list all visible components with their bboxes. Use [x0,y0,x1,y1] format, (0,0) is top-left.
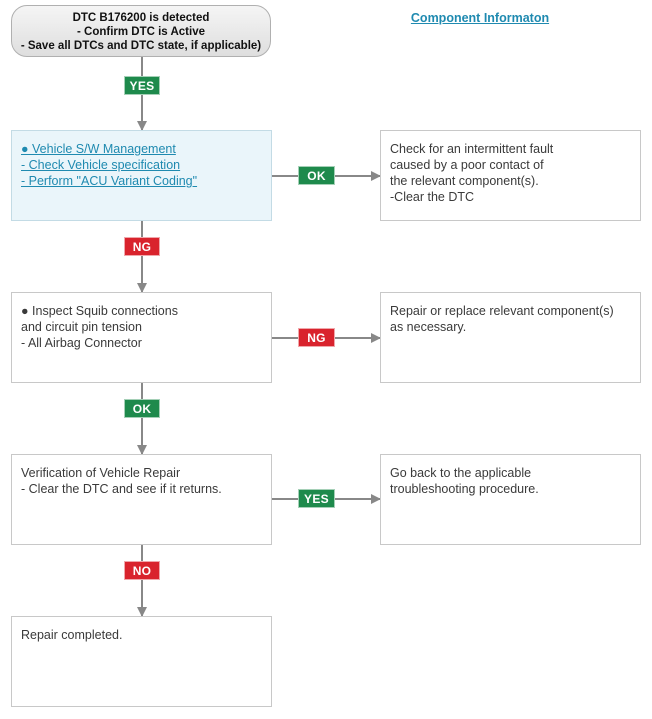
start-line-3: - Save all DTCs and DTC state, if applicable) [20,40,262,52]
step1-ok-line-4: -Clear the DTC [390,190,475,204]
step2-line-1: ● Inspect Squib connections [21,304,178,318]
step2-ok-tag: OK [124,399,160,418]
step1-ok-line-3: the relevant component(s). [390,174,539,188]
step2-ng-line-2: as necessary. [390,320,467,334]
vehicle-sw-management-link[interactable]: ● Vehicle S/W Management [21,142,176,156]
step1-ok-box [380,130,641,221]
step3-yes-line-2: troubleshooting procedure. [390,482,539,496]
step3-yes-box [380,454,641,545]
step3-yes-line-1: Go back to the applicable [390,466,532,480]
step2-box [11,292,272,383]
step1-ok-tag: OK [298,166,335,185]
step4-box [11,616,272,707]
check-vehicle-specification-link[interactable]: - Check Vehicle specification [21,158,181,172]
step2-ng-line-1: Repair or replace relevant component(s) [390,304,614,318]
step2-ng-box [380,292,641,383]
step1-box [11,130,272,221]
start-yes-tag: YES [124,76,160,95]
start-line-1: DTC B176200 is detected [72,12,210,24]
step2-line-2: and circuit pin tension [21,320,142,334]
step3-line-2: - Clear the DTC and see if it returns. [21,482,222,496]
start-line-2: - Confirm DTC is Active [76,26,205,38]
component-information-link[interactable]: Component Informaton [410,11,550,25]
step4-line-1: Repair completed. [21,628,123,642]
step3-no-tag: NO [124,561,160,580]
step1-ok-line-1: Check for an intermittent fault [390,142,554,156]
step1-ng-tag: NG [124,237,160,256]
step3-box [11,454,272,545]
step3-line-1: Verification of Vehicle Repair [21,466,181,480]
step1-ok-line-2: caused by a poor contact of [390,158,544,172]
step2-ng-tag: NG [298,328,335,347]
start-node [11,5,271,57]
step2-line-3: - All Airbag Connector [21,336,142,350]
acu-variant-coding-link[interactable]: - Perform "ACU Variant Coding" [21,174,198,188]
step3-yes-tag: YES [298,489,335,508]
